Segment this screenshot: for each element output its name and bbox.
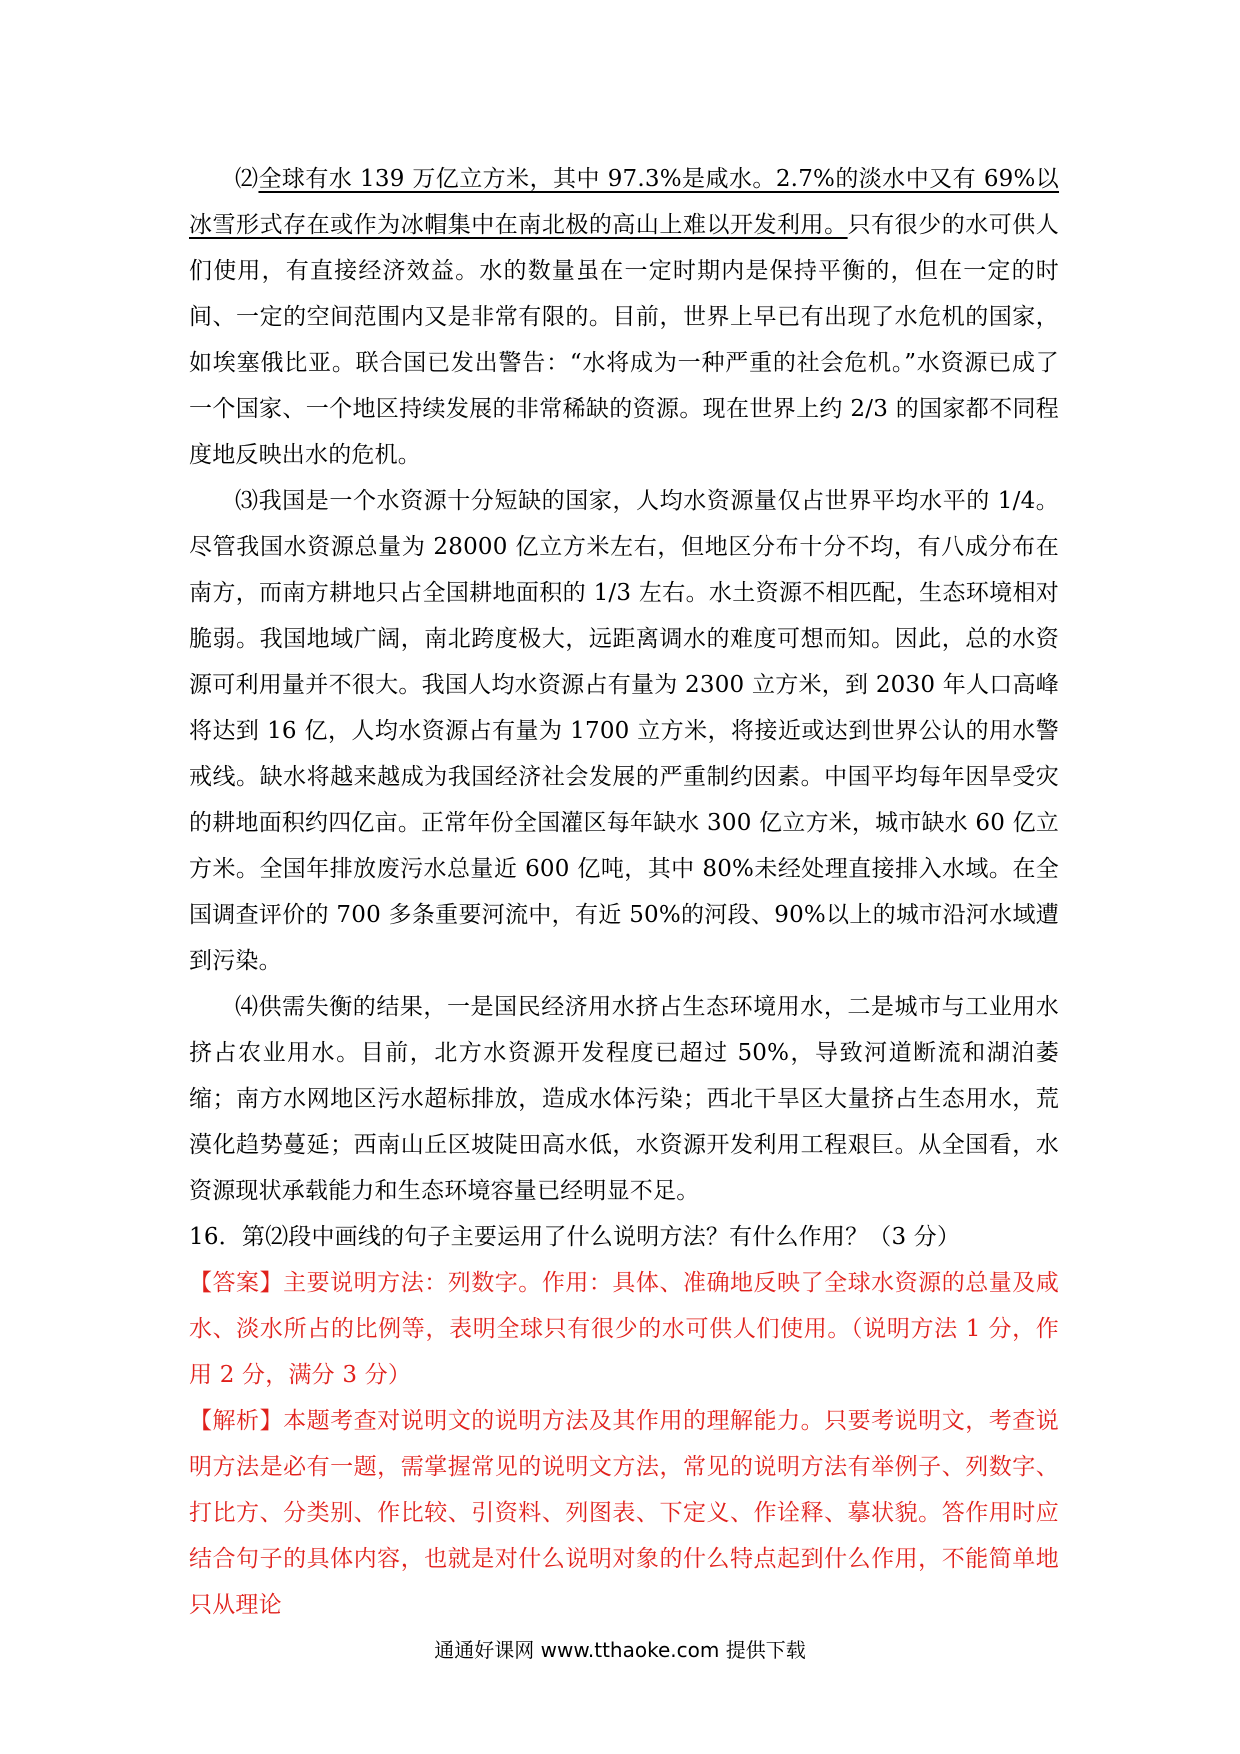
underlined-sentence: 全球有水 139 万亿立方米，其中 97.3%是咸水。2.7%的淡水中又有 69%以冰雪形式存在或作为冰帽集中在南北极的高山上难以开发利用。 <box>189 166 1060 238</box>
page-footer: 通通好课网 www.tthaoke.com 提供下载 <box>434 1638 806 1662</box>
paragraph-2-marker: ⑵ <box>235 166 259 192</box>
paragraph-2-rest: 只有很少的水可供人们使用，有直接经济效益。水的数量虽在一定时期内是保持平衡的，但在一定的时间、一定的空间范围内又是非常有限的。目前，世界上早已有出现了水危机的国家，如埃塞俄比亚。联合国已发出警告：“水将成为一种严重的社会危机。”水资源已成了一个国家、一个地区持续发展的非常稀缺的资源。现在世界上约 2/3 的国家都不同程度地反映出水的危机。 <box>189 212 1059 468</box>
analysis-block: 【解析】本题考查对说明文的说明方法及其作用的理解能力。只要考说明文，考查说明方法是必有一题，需掌握常见的说明文方法，常见的说明方法有举例子、列数字、打比方、分类别、作比较、引资料、列图表、下定义、作诠释、摹状貌。答作用时应结合句子的具体内容，也就是对什么说明对象的什么特点起到什么作用，不能简单地只从理论 <box>189 1408 1059 1618</box>
paragraph-4: ⑷供需失衡的结果，一是国民经济用水挤占生态环境用水，二是城市与工业用水挤占农业用水。目前，北方水资源开发程度已超过 50%，导致河道断流和湖泊萎缩；南方水网地区污水超标排放，造成水体污染；西北干旱区大量挤占生态用水，荒漠化趋势蔓延；西南山丘区坡陡田高水低，水资源开发利用工程艰巨。从全国看，水资源现状承载能力和生态环境容量已经明显不足。 <box>189 994 1059 1204</box>
question-16: 16．第⑵段中画线的句子主要运用了什么说明方法？有什么作用？（3 分） <box>189 1224 961 1250</box>
answer-block: 【答案】主要说明方法：列数字。作用：具体、准确地反映了全球水资源的总量及咸水、淡水所占的比例等，表明全球只有很少的水可供人们使用。（说明方法 1 分，作用 2 分，满分 3 分） <box>189 1270 1059 1388</box>
paragraph-2 <box>189 156 1059 478</box>
paragraph-3: ⑶我国是一个水资源十分短缺的国家，人均水资源量仅占世界平均水平的 1/4。尽管我国水资源总量为 28000 亿立方米左右，但地区分布十分不均，有八成分布在南方，而南方耕地只占全国耕地面积的 1/3 左右。水土资源不相匹配，生态环境相对脆弱。我国地域广阔，南北跨度极大，远距离调水的难度可想而知。因此，总的水资源可利用量并不很大。我国人均水资源占有量为 2300 立方米，到 2030 年人口高峰将达到 16 亿，人均水资源占有量为 1700 立方米，将接近或达到世界公认的用水警戒线。缺水将越来越成为我国经济社会发展的严重制约因素。中国平均每年因旱受灾的耕地面积约四亿亩。正常年份全国灌区每年缺水 300 亿立方米，城市缺水 60 亿立方米。全国年排放废污水总量近 600 亿吨，其中 80%未经处理直接排入水域。在全国调查评价的 700 多条重要河流中，有近 50%的河段、90%以上的城市沿河水域遭到污染。 <box>189 488 1059 974</box>
document-content <box>189 156 1059 1628</box>
